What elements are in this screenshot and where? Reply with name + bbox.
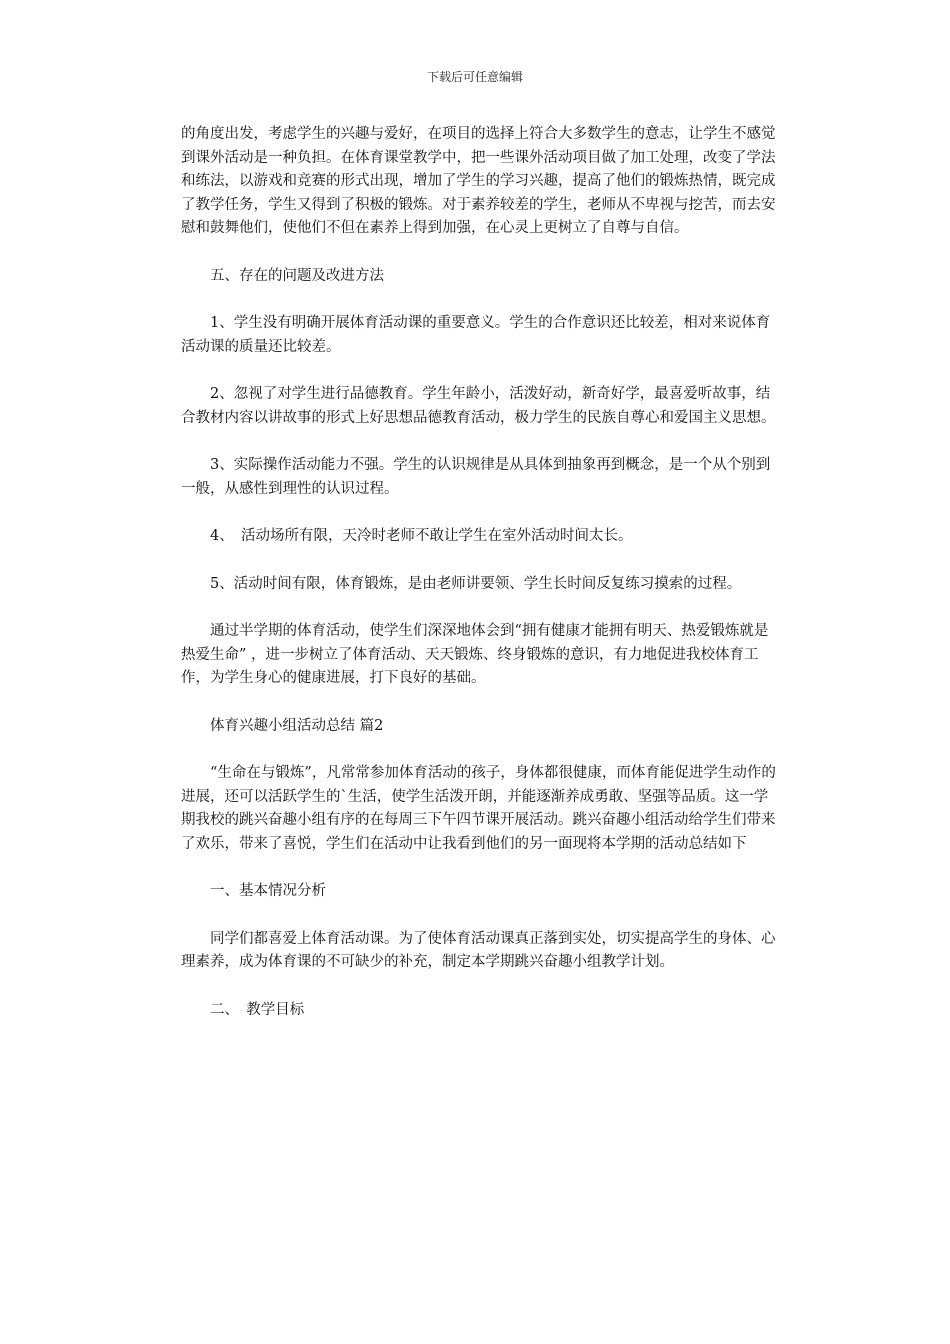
section1-heading: 一、基本情况分析: [210, 883, 326, 899]
document-body: [181, 123, 777, 1046]
page-header-watermark: 下载后可任意编辑: [426, 70, 523, 84]
issue-1-paragraph: 1、学生没有明确开展体育活动课的重要意义。学生的合作意识还比较差，相对来说体育活动课的质量还比较差。: [181, 315, 771, 355]
issue-4-paragraph: 4、 活动场所有限，天冷时老师不敢让学生在室外活动时间太长。: [210, 528, 633, 544]
intro-paragraph: 的角度出发，考虑学生的兴趣与爱好，在项目的选择上符合大多数学生的意志，让学生不感觉到课外活动是一种负担。在体育课堂教学中，把一些课外活动项目做了加工处理，改变了学法和练法，以游戏和竞赛的形式出现，增加了学生的学习兴趣，提高了他们的锻炼热情，既完成了教学任务，学生又得到了积极的锻炼。对于素养较差的学生，老师从不卑视与挖苦，而去安慰和鼓舞他们，使他们不但在素养上得到加强，在心灵上更树立了自尊与自信。: [181, 126, 776, 236]
section1-body-paragraph: 同学们都喜爱上体育活动课。为了使体育活动课真正落到实处，切实提高学生的身体、心理素养，成为体育课的不可缺少的补充，制定本学期跳兴奋趣小组教学计划。: [181, 930, 776, 970]
section2-heading: 二、 教学目标: [210, 1001, 305, 1018]
conclusion-paragraph: 通过半学期的体育活动，使学生们深深地体会到“拥有健康才能拥有明天、热爱锻炼就是热爱生命” ，进一步树立了体育活动、天天锻炼、终身锻炼的意识，有力地促进我校体育工作，为学生身心的健康进展，打下良好的基础。: [181, 623, 769, 686]
issue-5-paragraph: 5、活动时间有限，体育锻炼，是由老师讲要领、学生长时间反复练习摸索的过程。: [210, 575, 742, 592]
section5-heading: 五、存在的问题及改进方法: [210, 267, 384, 284]
part2-intro-paragraph: “生命在与锻炼”，凡常常参加体育活动的孩子，身体都很健康，而体育能促进学生动作的进展，还可以活跃学生的`生活，使学生活泼开朗，并能逐渐养成勇敢、坚强等品质。这一学期我校的跳兴奋趣小组有序的在每周三下午四节课开展活动。跳兴奋趣小组活动给学生们带来了欢乐，带来了喜悦，学生们在活动中让我看到他们的另一面现将本学期的活动总结如下: [181, 765, 776, 852]
part2-title: 体育兴趣小组活动总结 篇2: [210, 717, 384, 734]
issue-3-paragraph: 3、实际操作活动能力不强。学生的认识规律是从具体到抽象再到概念，是一个从个别到一般，从感性到理性的认识过程。: [181, 457, 771, 497]
issue-2-paragraph: 2、忽视了对学生进行品德教育。学生年龄小，活泼好动，新奇好学，最喜爱听故事，结合教材内容以讲故事的形式上好思想品德教育活动，极力学生的民族自尊心和爱国主义思想。: [181, 386, 776, 426]
